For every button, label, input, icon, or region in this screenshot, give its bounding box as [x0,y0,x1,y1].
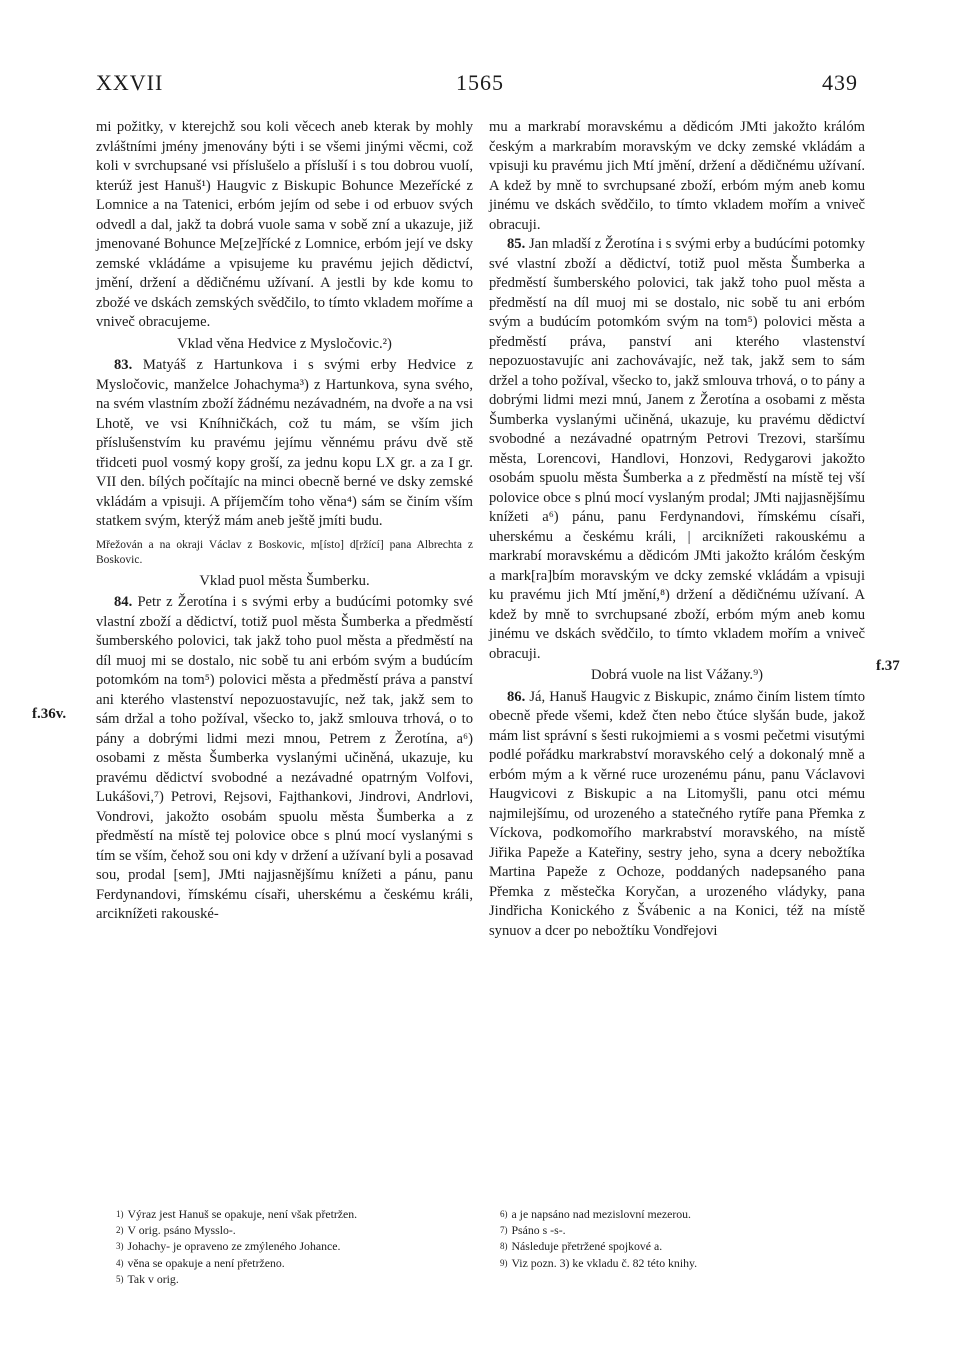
footnote [500,1238,860,1254]
footnote-text: Výraz jest Hanuš se opakuje, není však přetržen. [127,1207,358,1221]
footnote-marker: 2) [116,1225,124,1236]
entry-text: Jan mladší z Žerotína i s svými erby a budúcími potomky své vlastní zboží a dědictví, totiž puol města Šumberka a předměstí šumberského polovici, tak jakž toho puol města a předměstí na díl muoj mi se dostalo, nic sobě tu ani erbóm svým a budúcím potomkóm svým na tom⁵) polovici města a předměstí práva, panství ani kterého vlastenství nepozuostavujíc ani zachovávajíc, než tak, jakž sem to sám držel a toho požíval, všecko to, jakž smlouva trhová, o to pány a dobrými lidmi mezi mnú, Janem z Žerotína a osobami z města Šumberka vyslanými učiněná, ukazuje, ku pravému dědictví svobodné a nezávadné opatrným Petrovi Trezovi, staršímu města, Lorencovi, Handlovi, Honzovi, Redygarovi jakožto osobám spuolu města Šumberka a z předměstí na místě tej vší polovice obce s plnú mocí vyslaným prodal; JMti najjasnějšímu knížeti a⁶) pánu, panu Ferdynandovi, římskému císaři, uherskému a českému králi, | arciknížeti rakouskému a markrabí moravskému a dědicóm JMti jakožto králóm českým a mark[ra]bím moravským ve dcky zemské vkládám a vpisuji ku pravému jich Mtí jmění,⁸) držení a dědičnému užívaní. A kdež by mně to svrchupsané zboží, erbóm mým aneb komu jinému ve dskách svědčilo, to tímto vkladem mořím a vniveč obracuji. [489,236,865,662]
footnotes-right [500,1206,860,1271]
entry-86 [489,688,865,942]
entry-number: 83. [114,357,133,373]
folio-marginal-note-right: f.37 [876,658,900,674]
footnote-marker: 8) [500,1241,508,1252]
entry-84 [96,593,473,925]
footnote-marker: 3) [116,1241,124,1252]
entry-text: Matyáš z Hartunkova i s svými erby Hedvice z Mysločovic, manželce Johachyma³) z Hartunkova, syna svého, na svém vlastním zboží žádnému nezávadném, na dvoře a na vsi Lhotě, ve vsi Kníhničkách, což tu mám, se vším jich příslušenstvím ku pravému jejímu věnnému právu dvě stě třidceti puol vosmý kopy groší, za jednu kopu LX gr. a za I gr. VII den. bílých počítajíc na minci obecně berné ve dsky zemské vkládám a vpisuji. A příjemčím toho věna⁴) sám se činím vším statkem svým, kterýž mám aneb ještě jmíti budu. [96,357,473,529]
editorial-note: Mřežován a na okraji Václav z Boskovic, m[ísto] d[ržící] pana Albrechta z Boskovic. [96,538,473,566]
footnote-text: Johachy- je opraveno ze zmýleného Johance. [127,1239,341,1254]
entry-heading: Dobrá vuole na list Vážany.⁹) [590,667,764,683]
footnote-text: a je napsáno nad mezislovní mezerou. [511,1207,692,1221]
entry-number: 86. [507,688,526,705]
footnote [116,1238,476,1254]
chapter-number: XXVII [96,70,164,95]
footnote-marker: 4) [116,1257,124,1268]
footnote [116,1206,476,1222]
footnote-marker: 6) [500,1209,508,1219]
footnote-marker: 9) [500,1257,508,1268]
year-heading: 1565 [456,70,504,95]
entry-85 [489,235,865,664]
entry-text: Já, Hanuš Haugvic z Biskupic, známo činím listem tímto obecně přede všemi, kdež čten nebo čtúce slyšán bude, jakož mám list správní s šesti rukojmiemi a s vosmi pečetmi visutými podlé pořádku markrabství moravského celý a dokonalý mně a erbóm mým a k věrné ruce urozenému pánu, panu Václavovi Haugvicovi z Biskupic a na Litomyšli, panu otci mému najmilejšímu, od urozeného a statečného rytíře pana Přemka z Víckova, podkomořího markrabství moravského, na místě Jiřika Papeže a Kateřiny, sestry jeho, syna a dcery nebožtíka Martina Papeže z Ochoze, poddaných nadepsaného pana Přemka z městečka Koryčan, a urozeného vládyky, pana Jindřicha Konického z Švábenic a na Konici, též na místě synuov a dcer po nebožtíku Vondřejovi [489,688,866,939]
left-text-column [96,118,473,925]
entry-heading: Vklad věna Hedvice z Mysločovic.²) [177,335,392,352]
paragraph-continuation: mi požitky, v kterejchž sou koli věcech aneb kterak by mohly zvláštními jmény jmenovány býti i se všemi jinými věcmi, což koli v svrchupsané vsi příslušelo a přísluší i s tou dobrou vuolí, kterúž jest Hanuš¹) Haugvic z Biskupic Bohunce Mezeřícké z Lomnice a na Tatenici, erbóm jejím od sebe i od erbuov svých odvedl a dal, jakž ta dobrá vuole sama v sobě zní a ukazuje, již jmenované Bohunce Me[ze]řícké z Lomnice, erbóm její ve dsky zemské vkládáme a vpisujeme ku pravému jejich dědictví, jmění, držení a dědičnému užívaní. A jestli by kde komu to zbožé ve dskách zemských svědčilo, to tímto vkladem moříme a vniveč obracujeme. [96,119,473,330]
footnote-marker: 5) [116,1273,124,1284]
paragraph-continuation: mu a markrabí moravskému a dědicóm JMti jakožto králóm českým a markrabím moravským ve dcky zemské vkládám a vpisuji ku pravému jich Mtí jmění, držení a dědičnému užívaní. A kdež by mně to svrchupsané zboží, erbóm mým aneb komu jinému ve dskách svědčilo, to tímto vkladem mořím a vniveč obracuji. [489,119,865,233]
right-text-column [489,118,865,941]
footnotes-left [116,1206,476,1287]
footnote-text: Tak v orig. [127,1271,179,1286]
footnote-text: Viz pozn. 3) ke vkladu č. 82 této knihy. [511,1255,698,1270]
footnote [116,1271,476,1287]
footnote [500,1222,860,1238]
footnote [500,1255,860,1271]
page-number: 439 [822,70,858,95]
entry-heading: Vklad puol města Šumberku. [199,572,370,589]
footnote-marker: 7) [500,1225,508,1236]
folio-marginal-note-left: f.36v. [32,706,67,722]
footnote-marker: 1) [116,1209,124,1219]
footnote [116,1222,476,1238]
footnote-text: Psáno s -s-. [511,1223,566,1238]
entry-83 [96,356,473,532]
footnote-text: Následuje přetržené spojkové a. [511,1239,663,1254]
footnote-text: věna se opakuje a není přetrženo. [127,1255,285,1270]
footnote-text: V orig. psáno Mysslo-. [127,1223,236,1238]
footnote [116,1255,476,1271]
entry-number: 84. [114,594,133,610]
entry-text: Petr z Žerotína i s svými erby a budúcími potomky své vlastní zboží a dědictví, totiž puol města Šumberka a předměstí šumberského polovici, tak jakž toho puol města a předměstí na díl muoj mi se dostalo, nic sobě tu ani erbóm svým a budúcím potomkóm na tom⁵) polovici města a předměstí práva a panství ani kterého vlastenství nepozuostavujíc, než tak, jakž sem to sám držal a toho požíval, všecko to, jakž smlouva trhová, o to pány a dobrými lidmi mezi mnou, Petrem z Žerotína, a⁶) osobami z města Šumberka vyslanými učiněná, ukazuje, ku pravému dědictví svobodné a nezávadné opatrným Volfovi, Lukášovi,⁷) Petrovi, Rejsovi, Fajthankovi, Jindrovi, Andrlovi, Vondrovi, jakožto osobám spuolu města Šumberka a z předměstí na místě tej polovice obce s plnú mocí vyslanými s tím se vším, čehož sou oni kdy v držení a užívaní byli a posavad sou, prodal [sem], JMti najjasnějšímu knížeti a pánu, panu Ferdynandovi, římskému císaři, uherskému a českému králi, arciknížeti rakouské- [96,594,473,922]
entry-number: 85. [507,236,526,252]
footnote [500,1206,860,1222]
